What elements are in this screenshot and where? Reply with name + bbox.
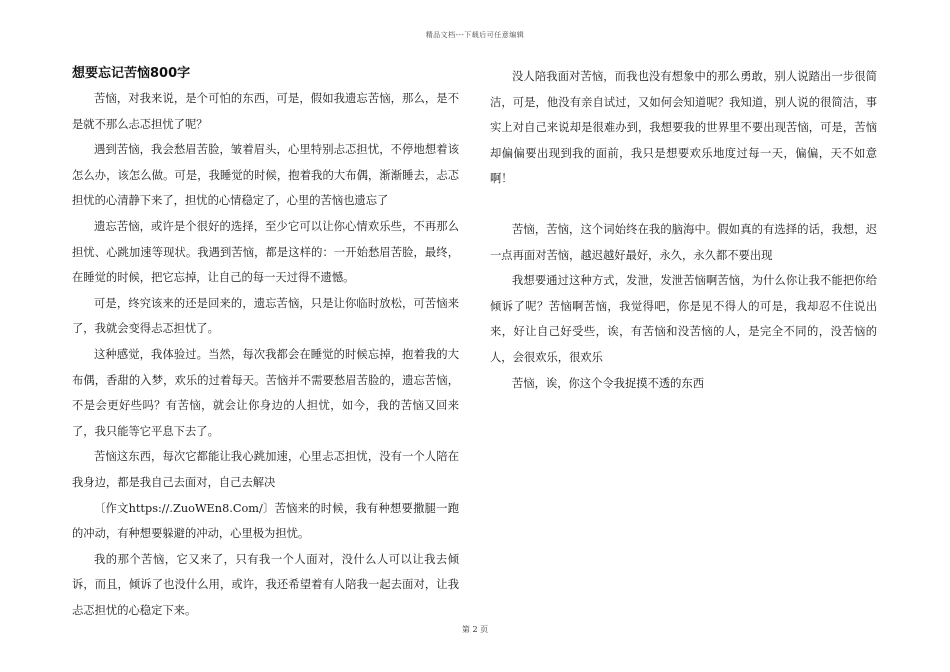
paragraph: 苦恼这东西，每次它都能让我心跳加速，心里忐忑担忧，没有一个人陪在我身边，都是我自己去面对，自己去解决 <box>72 450 459 489</box>
paragraph: 没人陪我面对苦恼，而我也没有想象中的那么勇敢，别人说踏出一步很简洁，可是，他没有亲自试过，又如何会知道呢？我知道，别人说的很简洁，事实上对自己来说却是很难办到，我想要我的世界里不要出现苦恼，可是，苦恼却偏偏要出现到我的面前，我只是想要欢乐地度过每一天，偏偏，天不如意啊！ <box>490 70 877 186</box>
paragraph: 〔作文https://.ZuoWEn8.Com/〕苦恼来的时候，我有种想要撒腿一跑的冲动，有种想要躲避的冲动，心里极为担忧。 <box>72 501 459 541</box>
right-column <box>490 64 877 396</box>
paragraph: 我想要通过这种方式，发泄，发泄苦恼啊苦恼，为什么你让我不能把你给倾诉了呢？苦恼啊苦恼，我觉得吧，你是见不得人的可是，我却忍不住说出来，好让自己好受些，诶，有苦恼和没苦恼的人，是完全不同的，没苦恼的人，会很欢乐，很欢乐 <box>490 274 877 364</box>
paragraph: 遇到苦恼，我会愁眉苦脸，皱着眉头，心里特别忐忑担忧，不停地想着该怎么办，该怎么做。可是，我睡觉的时候，抱着我的大布偶，渐渐睡去，忐忑担忧的心清静下来了，担忧的心情稳定了，心里的苦恼也遗忘了 <box>72 143 459 208</box>
page-number: 第 2 页 <box>461 625 489 634</box>
header-note: 精品文档---下载后可任意编辑 <box>425 31 525 39</box>
paragraph: 可是，终究该来的还是回来的，遗忘苦恼，只是让你临时放松，可苦恼来了，我就会变得忐忑担忧了。 <box>72 296 459 336</box>
paragraph: 我的那个苦恼，它又来了，只有我一个人面对，没什么人可以让我去倾诉，而且，倾诉了也没什么用，或许，我还希望着有人陪我一起去面对，让我忐忑担忧的心稳定下来。 <box>72 552 459 617</box>
document-title: 想要忘记苦恼800字 <box>72 66 191 81</box>
paragraph: 遗忘苦恼，或许是个很好的选择，至少它可以让你心情欢乐些，不再那么担忧、心跳加速等现状。我遇到苦恼，都是这样的：一开始愁眉苦脸，最终，在睡觉的时候，把它忘掉，让自己的每一天过得不遗憾。 <box>72 219 459 285</box>
paragraph: 苦恼，对我来说，是个可怕的东西，可是，假如我遗忘苦恼，那么，是不是就不那么忐忑担忧了呢？ <box>72 92 459 131</box>
paragraph: 苦恼，诶，你这个令我捉摸不透的东西 <box>512 376 705 390</box>
paragraph: 苦恼，苦恼，这个词始终在我的脑海中。假如真的有选择的话，我想，迟一点再面对苦恼，越迟越好最好，永久，永久都不要出现 <box>490 222 877 262</box>
left-column <box>72 64 459 623</box>
paragraph: 这种感觉，我体验过。当然，每次我都会在睡觉的时候忘掉，抱着我的大布偶，香甜的入梦，欢乐的过着每天。苦恼并不需要愁眉苦脸的，遗忘苦恼，不是会更好些吗？有苦恼，就会让你身边的人担忧，如今，我的苦恼又回来了，我只能等它平息下去了。 <box>72 347 459 438</box>
